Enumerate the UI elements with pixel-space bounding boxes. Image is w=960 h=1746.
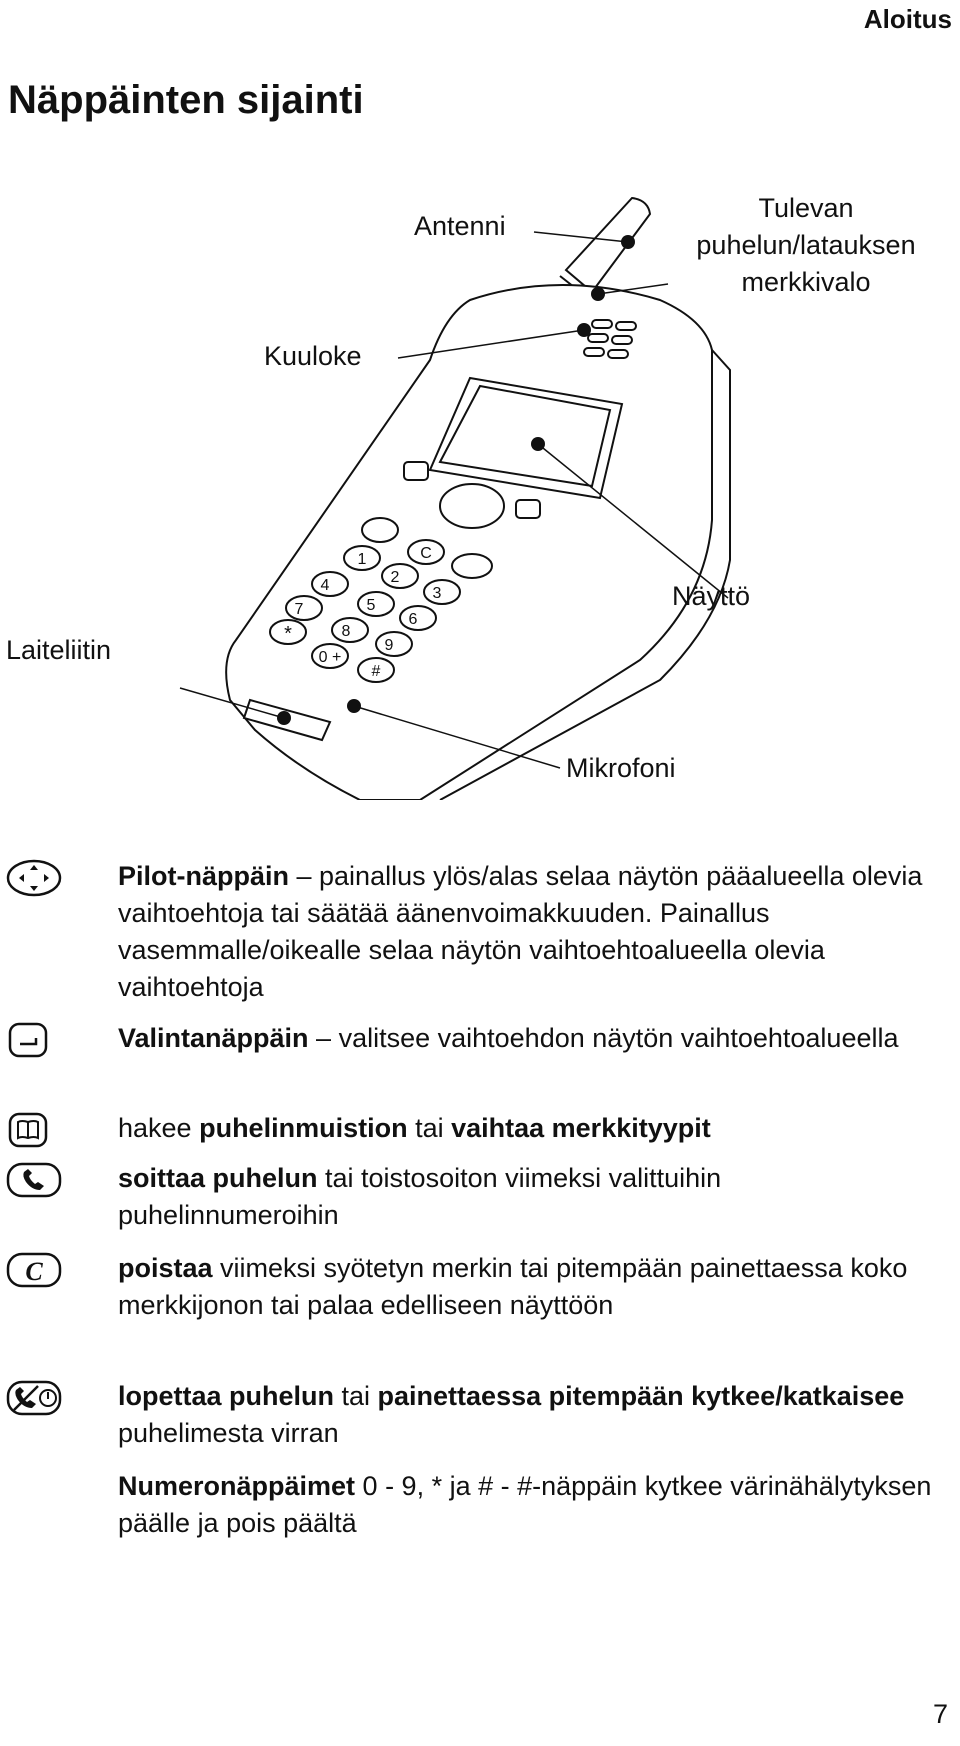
phone-diagram bbox=[0, 0, 960, 800]
pilot-key-icon bbox=[4, 858, 68, 898]
key-8: 8 bbox=[341, 623, 351, 640]
section-tag: Aloitus bbox=[863, 4, 952, 34]
key-2: 2 bbox=[390, 569, 400, 586]
key-1: 1 bbox=[357, 551, 367, 568]
callout-indicator-line2: puhelun/latauksen bbox=[696, 230, 916, 260]
desc-run: – valitsee vaihtoehdon näytön vaihtoehtoalueella bbox=[308, 1023, 899, 1053]
key-desc-clear bbox=[118, 1250, 938, 1324]
phone-illustration bbox=[180, 198, 730, 800]
svg-text:C: C bbox=[25, 1257, 43, 1286]
desc-run: 0 - 9, * ja # - #-näppäin kytkee värinähälytyksen päälle ja pois päältä bbox=[118, 1471, 932, 1538]
key-desc-select bbox=[118, 1020, 938, 1057]
antenna-shape bbox=[566, 198, 650, 292]
callout-display: Näyttö bbox=[672, 581, 751, 611]
key-desc-end bbox=[118, 1378, 938, 1452]
key-4: 4 bbox=[320, 577, 330, 594]
page-title: Näppäinten sijainti bbox=[8, 78, 364, 122]
key-star: * bbox=[284, 623, 292, 645]
phonebook-key-icon bbox=[4, 1110, 68, 1150]
callout-earpiece: Kuuloke bbox=[264, 341, 362, 371]
desc-run: hakee bbox=[118, 1113, 200, 1143]
key-desc-pilot bbox=[118, 858, 938, 1006]
callout-microphone: Mikrofoni bbox=[566, 753, 676, 783]
key-c: C bbox=[420, 545, 432, 562]
key-hash: # bbox=[371, 663, 381, 680]
callout-antenna: Antenni bbox=[414, 211, 506, 241]
desc-run: puhelinmuistion bbox=[199, 1113, 408, 1143]
end-power-key-icon bbox=[4, 1378, 68, 1418]
key-0: 0 + bbox=[318, 649, 342, 666]
desc-run: Numeronäppäimet bbox=[118, 1471, 356, 1501]
callout-indicator-line3: merkkivalo bbox=[741, 267, 871, 297]
desc-run: tai bbox=[407, 1113, 452, 1143]
desc-run: lopettaa puhelun bbox=[118, 1381, 334, 1411]
key-7: 7 bbox=[294, 601, 304, 618]
desc-run: vaihtaa merkkityypit bbox=[451, 1113, 711, 1143]
desc-run: tai toistosoiton viimeksi valittuihin puhelinnumeroihin bbox=[118, 1163, 722, 1230]
callout-indicator bbox=[676, 190, 936, 301]
desc-run: – painallus ylös/alas selaa näytön pääalueella olevia vaihtoehtoja tai säätää äänenvoimakkuuden. Painallus vasemmalle/oikealle selaa näytön vaihtoehtoalueella olevia vaihtoehtoja bbox=[118, 861, 923, 1002]
desc-run: tai bbox=[334, 1381, 378, 1411]
key-desc-number bbox=[118, 1468, 938, 1542]
key-6: 6 bbox=[408, 611, 418, 628]
key-desc-phonebook bbox=[118, 1110, 938, 1147]
desc-run: puhelimesta virran bbox=[118, 1418, 339, 1448]
desc-run: painettaessa pitempään kytkee/katkaisee bbox=[377, 1381, 905, 1411]
call-key-icon bbox=[4, 1160, 68, 1200]
desc-run: soittaa puhelun bbox=[118, 1163, 318, 1193]
desc-run: viimeksi syötetyn merkin tai pitempään painettaessa koko merkkijonon tai palaa edelliseen näyttöön bbox=[118, 1253, 908, 1320]
key-3: 3 bbox=[432, 585, 442, 602]
desc-run: poistaa bbox=[118, 1253, 213, 1283]
key-desc-call bbox=[118, 1160, 938, 1234]
desc-run: Pilot-näppäin bbox=[118, 861, 289, 891]
clear-key-icon bbox=[4, 1250, 68, 1290]
select-key-icon bbox=[4, 1020, 68, 1060]
desc-run: Valintanäppäin bbox=[118, 1023, 309, 1053]
key-5: 5 bbox=[366, 597, 376, 614]
callout-indicator-line1: Tulevan bbox=[758, 193, 854, 223]
key-9: 9 bbox=[384, 637, 394, 654]
callout-connector: Laiteliitin bbox=[6, 635, 112, 665]
page-number: 7 bbox=[932, 1699, 948, 1729]
